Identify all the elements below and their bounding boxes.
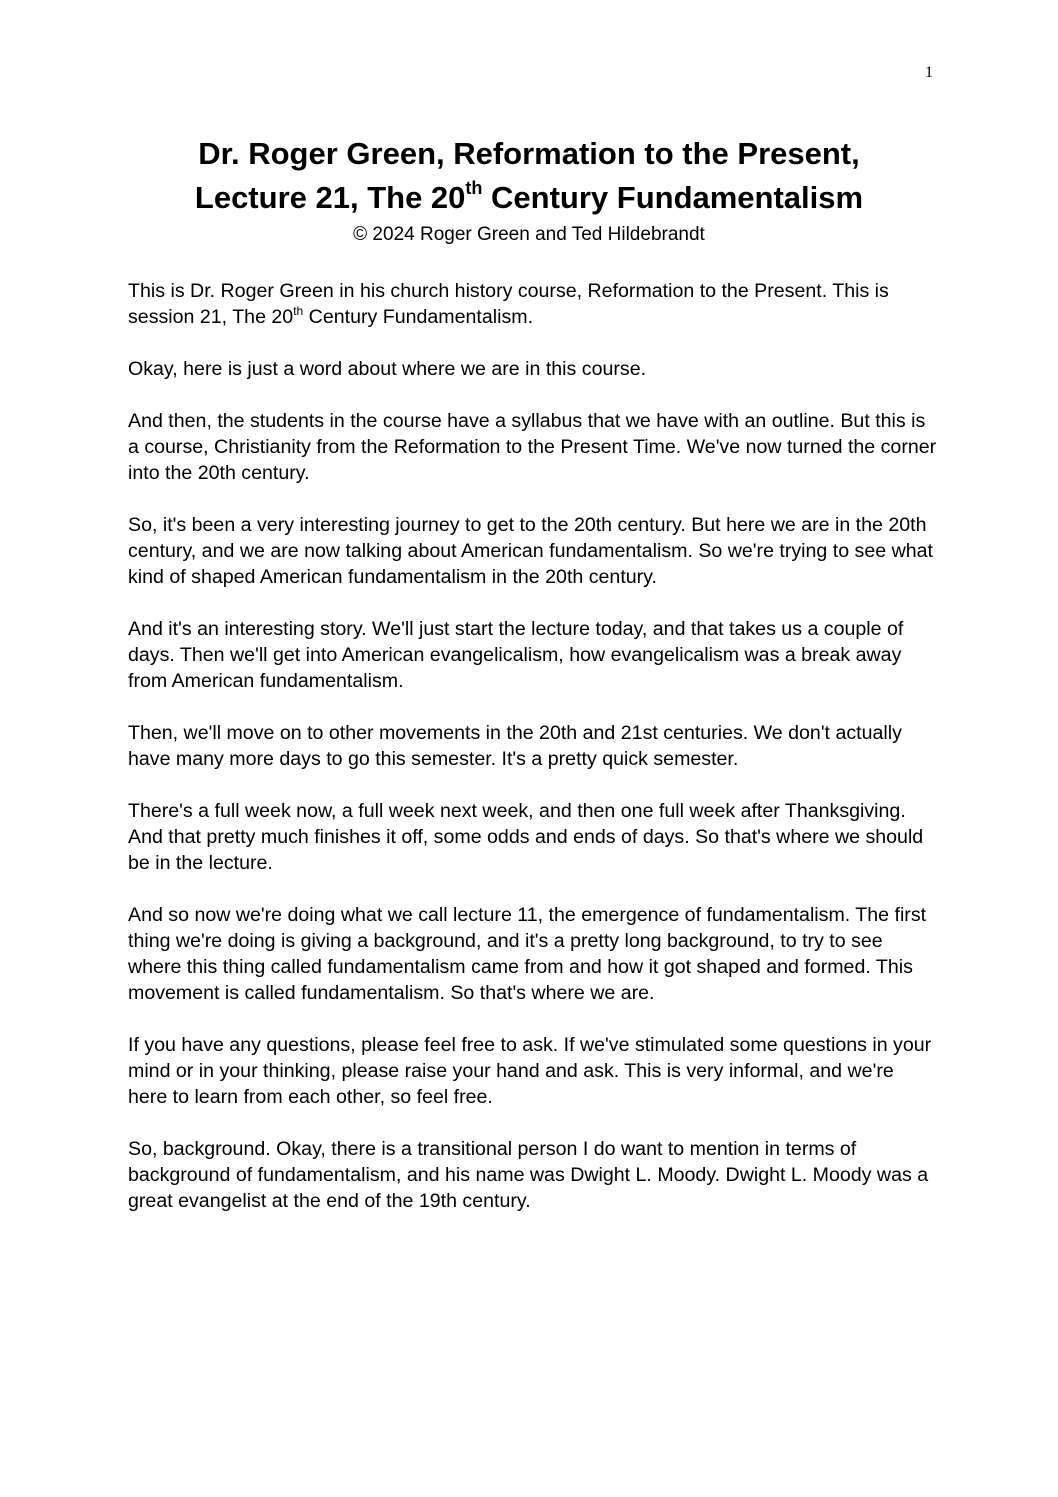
- title-block: [0, 132, 1058, 248]
- lecture-transcript: [128, 278, 938, 1240]
- title-line-2-start: Lecture 21, The 20: [194, 180, 466, 215]
- copyright-notice: © 2024 Roger Green and Ted Hildebrandt: [353, 224, 705, 245]
- title-superscript: th: [465, 178, 483, 198]
- intro-text-start: This is Dr. Roger Green in his church history course, Reformation to the Present. This is session 21, The 20: [128, 280, 889, 328]
- document-title-line-2: [0, 176, 1058, 220]
- paragraph: And so now we're doing what we call lecture 11, the emergence of fundamentalism. The first thing we're doing is giving a background, and it's a pretty long background, to try to see where this thing called fundamentalism came from and how it got shaped and formed. This movement is called fundamentalism. So that's where we are.: [128, 904, 927, 1004]
- paragraph: Then, we'll move on to other movements in the 20th and 21st centuries. We don't actually have many more days to go this semester. It's a pretty quick semester.: [128, 722, 902, 770]
- paragraph-intro: [128, 278, 938, 330]
- paragraph: There's a full week now, a full week next week, and then one full week after Thanksgiving. And that pretty much finishes it off, some odds and ends of days. So that's where we should be in the lecture.: [128, 800, 924, 874]
- paragraph: If you have any questions, please feel free to ask. If we've stimulated some questions in your mind or in your thinking, please raise your hand and ask. This is very informal, and we're here to learn from each other, so feel free.: [128, 1034, 932, 1108]
- intro-text-end: Century Fundamentalism.: [303, 306, 534, 328]
- paragraph: So, background. Okay, there is a transitional person I do want to mention in terms of background of fundamentalism, and his name was Dwight L. Moody. Dwight L. Moody was a great evangelist at the end of the 19th century.: [128, 1138, 929, 1212]
- title-line-2-end: Century Fundamentalism: [482, 180, 864, 215]
- page-number: 1: [925, 64, 933, 81]
- intro-superscript: th: [293, 304, 304, 318]
- paragraph: And it's an interesting story. We'll just start the lecture today, and that takes us a couple of days. Then we'll get into American evangelicalism, how evangelicalism was a break away from American fundamentalism.: [128, 618, 904, 692]
- paragraph: Okay, here is just a word about where we are in this course.: [128, 358, 647, 380]
- paragraph: And then, the students in the course have a syllabus that we have with an outline. But this is a course, Christianity from the Reformation to the Present Time. We've now turned the corner into the 20th century.: [128, 410, 937, 484]
- document-title-line-1: Dr. Roger Green, Reformation to the Present,: [198, 136, 860, 171]
- paragraph: So, it's been a very interesting journey to get to the 20th century. But here we are in the 20th century, and we are now talking about American fundamentalism. So we're trying to see what kind of shaped American fundamentalism in the 20th century.: [128, 514, 933, 588]
